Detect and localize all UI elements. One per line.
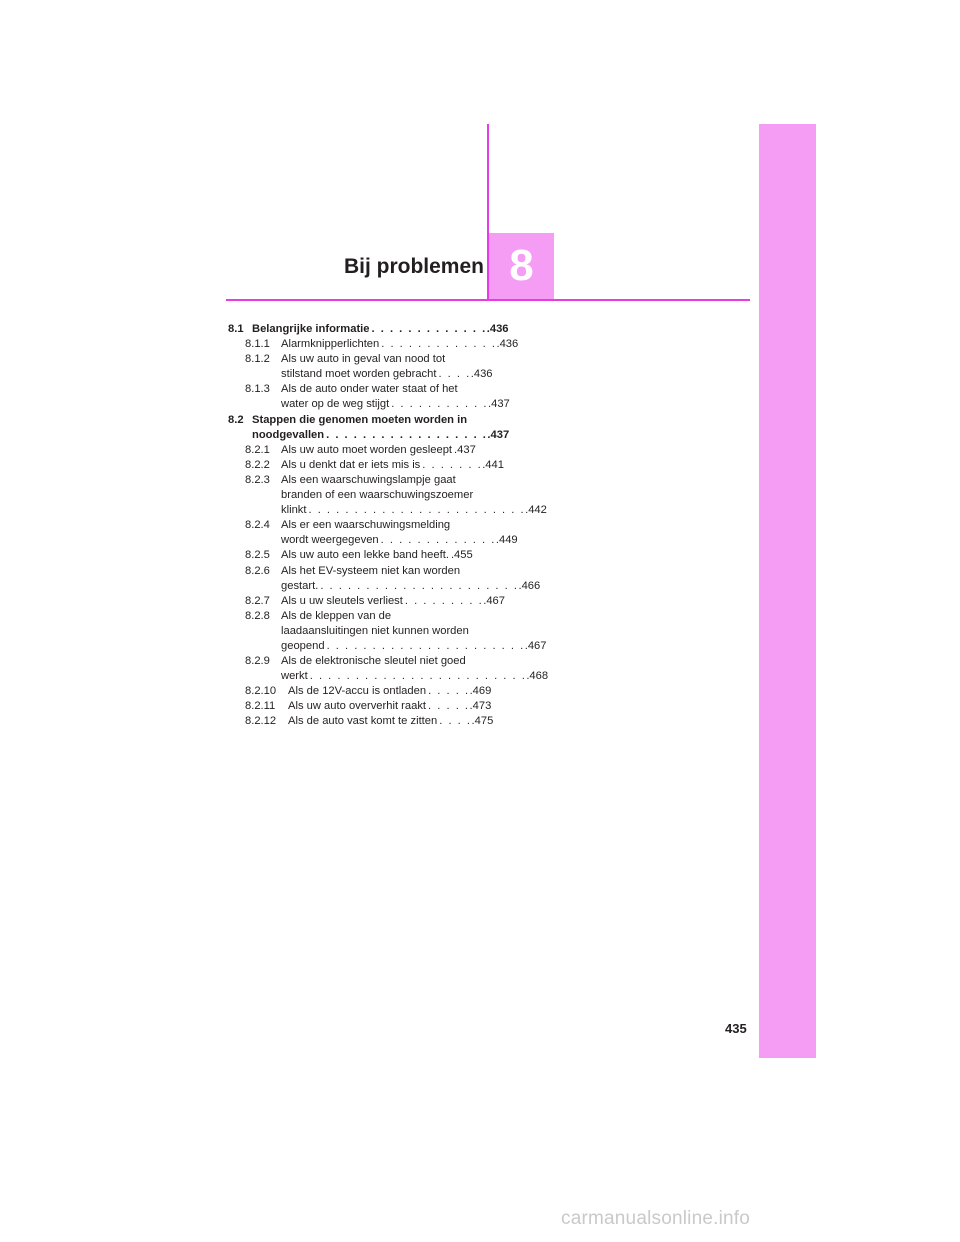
toc-title: Als de auto vast komt te zitten xyxy=(288,715,438,728)
toc-number: 8.2.6 xyxy=(245,564,270,577)
toc-leader: . . . . . . . . . xyxy=(404,594,484,607)
toc-number: 8.2.1 xyxy=(245,443,270,456)
watermark: carmanualsonline.info xyxy=(561,1208,751,1229)
toc-entry-8-2-11[interactable] xyxy=(228,699,492,714)
toc-entry-8-1-1[interactable] xyxy=(228,337,519,352)
toc-leader: . . . . xyxy=(439,715,472,728)
toc-page: .437 xyxy=(454,443,476,456)
chapter-number: 8 xyxy=(509,241,534,290)
toc-title: Alarmknipperlichten xyxy=(281,338,380,351)
toc-page: .467 xyxy=(483,594,505,607)
toc-title-line: Als de auto onder water staat of het xyxy=(281,383,458,396)
toc-title-line: gestart. xyxy=(281,579,319,592)
toc-entry-8-2-10[interactable] xyxy=(228,684,492,699)
toc-title-line: stilstand moet worden gebracht xyxy=(281,368,437,381)
chapter-side-tab xyxy=(759,124,816,1058)
toc-title-line: water op de weg stijgt xyxy=(281,398,390,411)
toc-entry-8-2-5[interactable] xyxy=(228,548,473,563)
toc-page: .437 xyxy=(488,398,510,411)
toc-title-line: werkt xyxy=(281,670,308,683)
toc-number: 8.1 xyxy=(228,323,244,335)
toc-page: .441 xyxy=(482,458,504,471)
toc-number: 8.2 xyxy=(228,413,244,426)
toc-title-line: geopend xyxy=(281,639,325,652)
toc-number: 8.1.3 xyxy=(245,383,270,396)
table-of-contents xyxy=(228,322,549,730)
toc-page: .467 xyxy=(524,639,547,652)
page-number: 435 xyxy=(725,1021,747,1036)
toc-leader: . . . . . . . . . . . . . . . . . . . . . . . . xyxy=(309,670,527,683)
toc-page: .436 xyxy=(486,323,509,335)
toc-entry-8-2-6[interactable] xyxy=(228,564,541,594)
toc-page: .455 xyxy=(450,549,473,562)
toc-number: 8.2.8 xyxy=(245,609,270,622)
toc-number: 8.2.3 xyxy=(245,473,270,486)
toc-number: 8.1.2 xyxy=(245,353,270,366)
toc-leader: . . . . . xyxy=(428,700,470,713)
toc-entry-8-1-3[interactable] xyxy=(228,382,510,412)
toc-title-line: Als een waarschuwingslampje gaat xyxy=(281,473,456,486)
toc-page: .449 xyxy=(495,534,518,547)
toc-title-line: laadaansluitingen niet kunnen worden xyxy=(281,624,469,637)
toc-number: 8.2.7 xyxy=(245,594,270,607)
toc-page: .442 xyxy=(525,504,547,517)
toc-entry-8-1-2[interactable] xyxy=(228,352,493,382)
toc-title: Als u uw sleutels verliest xyxy=(281,594,403,607)
toc-leader: . . . . . . . . . . . . . . . . . . xyxy=(326,428,488,441)
toc-number: 8.1.1 xyxy=(245,338,270,351)
toc-page: .473 xyxy=(469,700,492,713)
toc-title: Als uw auto een lekke band heeft. xyxy=(281,549,449,562)
toc-entry-8-2-3[interactable] xyxy=(228,473,547,518)
toc-title-line: Als er een waarschuwingsmelding xyxy=(281,519,451,532)
toc-leader: . . . . . . . . . . . . . xyxy=(371,323,487,335)
toc-page: .436 xyxy=(470,368,493,381)
toc-number: 8.2.4 xyxy=(245,519,270,532)
toc-section-8-1[interactable] xyxy=(228,322,509,337)
toc-title: Als u denkt dat er iets mis is xyxy=(281,458,421,471)
chapter-divider xyxy=(226,299,750,301)
toc-entry-8-2-4[interactable] xyxy=(228,518,518,548)
toc-title-line: Stappen die genomen moeten worden in xyxy=(252,413,468,426)
toc-number: 8.2.11 xyxy=(245,700,276,713)
toc-number: 8.2.5 xyxy=(245,549,270,562)
toc-number: 8.2.10 xyxy=(245,685,277,698)
toc-title-line: klinkt xyxy=(281,504,307,517)
toc-leader: . . . . . . . . . . . xyxy=(391,398,488,411)
toc-page: .475 xyxy=(471,715,494,728)
toc-title-line: Als de kleppen van de xyxy=(281,609,392,622)
toc-leader: . . . . . . . . . . . . . xyxy=(380,534,496,547)
toc-title-line: Als het EV-systeem niet kan worden xyxy=(281,564,461,577)
toc-title-line: noodgevallen xyxy=(252,428,325,441)
toc-title: Belangrijke informatie xyxy=(252,323,370,335)
toc-title-line: Als uw auto in geval van nood tot xyxy=(281,353,446,366)
toc-number: 8.2.9 xyxy=(245,655,270,668)
chapter-title: Bij problemen xyxy=(343,255,484,278)
toc-leader: . . . . . xyxy=(428,685,470,698)
toc-leader: . . . . xyxy=(438,368,471,381)
toc-entry-8-2-8[interactable] xyxy=(228,609,547,654)
toc-leader: . . . . . . . . . . . . . . . . . . . . . . xyxy=(320,579,519,592)
toc-title-line: Als de elektronische sleutel niet goed xyxy=(281,655,466,668)
toc-entry-8-2-12[interactable] xyxy=(228,714,494,729)
toc-entry-8-2-1[interactable] xyxy=(228,443,476,458)
toc-leader: . . . . . . . . . . . . . xyxy=(381,338,497,351)
toc-title: Als uw auto moet worden gesleept xyxy=(281,443,453,456)
toc-page: .437 xyxy=(487,428,510,441)
toc-leader: . . . . . . . . . . . . . . . . . . . . . . xyxy=(326,639,525,652)
toc-page: .466 xyxy=(518,579,541,592)
toc-entry-8-2-7[interactable] xyxy=(228,594,505,609)
toc-entry-8-2-2[interactable] xyxy=(228,458,504,473)
toc-page: .468 xyxy=(526,670,549,683)
toc-title-line: wordt weergegeven xyxy=(281,534,379,547)
toc-page: .469 xyxy=(469,685,492,698)
toc-section-8-2[interactable] xyxy=(228,413,510,443)
toc-title: Als uw auto oververhit raakt xyxy=(288,700,427,713)
toc-number: 8.2.2 xyxy=(245,458,270,471)
toc-number: 8.2.12 xyxy=(245,715,277,728)
toc-leader: . . . . . . . xyxy=(422,458,483,471)
toc-entry-8-2-9[interactable] xyxy=(228,654,549,684)
toc-title: Als de 12V-accu is ontladen xyxy=(288,685,427,698)
toc-leader: . . . . . . . . . . . . . . . . . . . . . . . . xyxy=(308,504,526,517)
toc-page: .436 xyxy=(496,338,519,351)
toc-title-line: branden of een waarschuwingszoemer xyxy=(281,489,474,502)
